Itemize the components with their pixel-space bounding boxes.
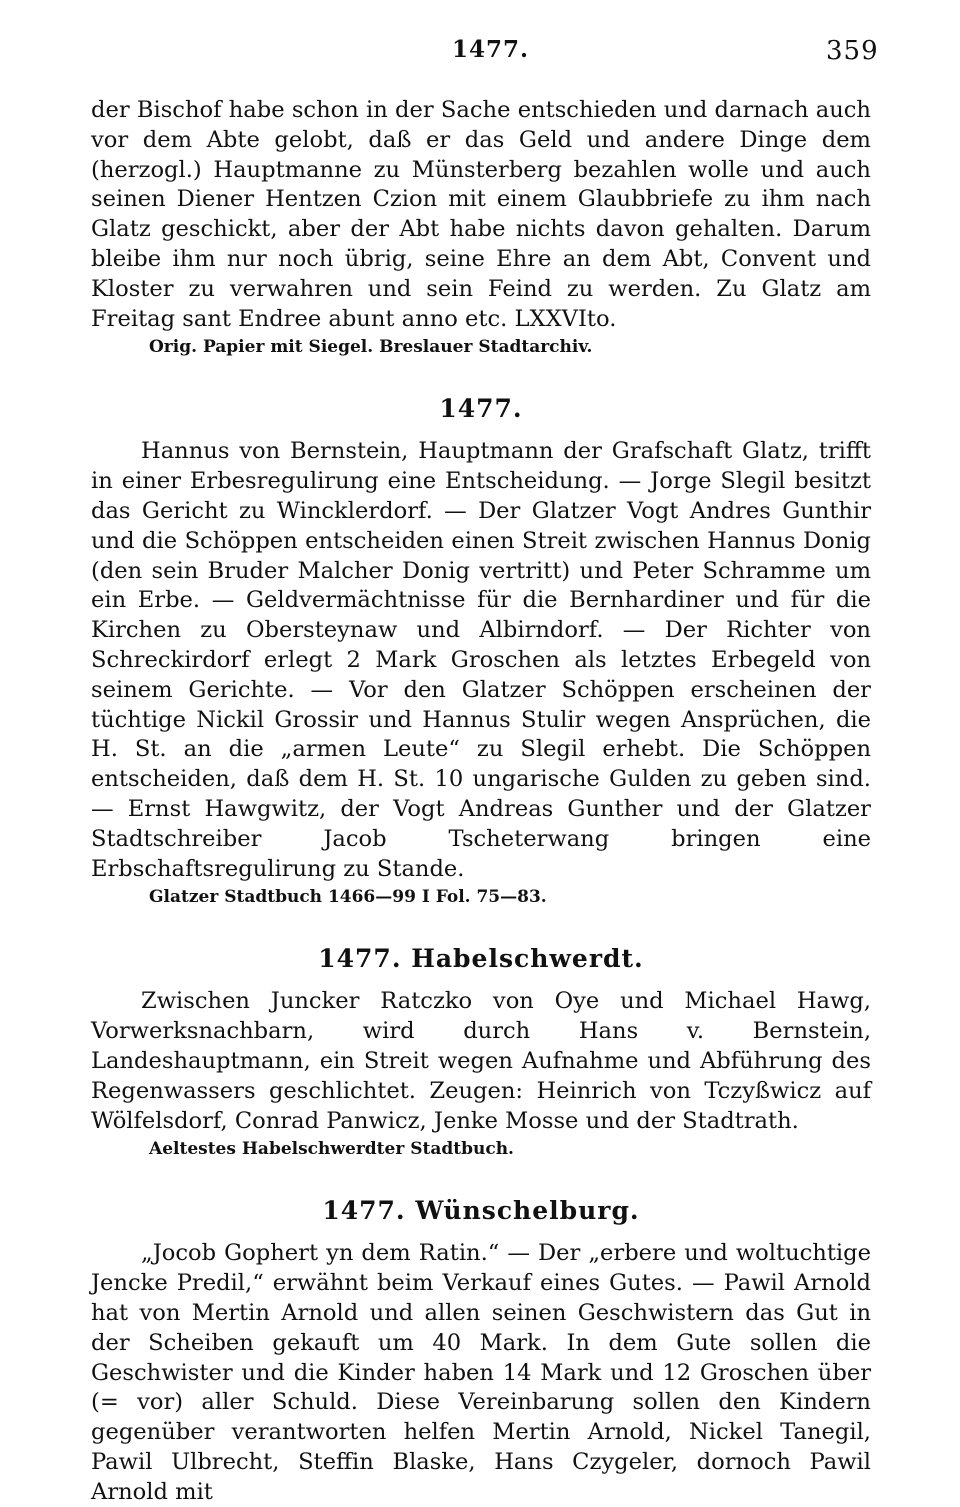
running-head-year: 1477. [452,36,530,63]
page-body [91,96,871,1507]
entry-heading: 1477. [439,394,523,424]
entry-heading: 1477. Wünschelburg. [322,1196,640,1226]
entry-text: Hannus von Bernstein, Hauptmann der Grafschaft Glatz, trifft in einer Erbesregulirung eine Entscheidung. — Jorge Slegil besitzt das Gericht zu Wincklerdorf. — Der Glatzer Vogt Andres Gunthir und die Schöppen entscheiden einen Streit zwischen Hannus Donig (den sein Bruder Malcher Donig vertritt) und Peter Schramme um ein Erbe. — Geldvermächtnisse für die Bernhardiner und für die Kirchen zu Obersteynaw und Albirndorf. — Der Richter von Schreckirdorf erlegt 2 Mark Groschen als letztes Erbegeld von seinem Gerichte. — Vor den Glatzer Schöppen erscheinen der tüchtige Nickil Grossir und Hannus Stulir wegen Ansprüchen, die H. St. an die „armen Leute“ zu Slegil erhebt. Die Schöppen entscheiden, daß dem H. St. 10 ungarische Gulden zu geben sind. — Ernst Hawgwitz, der Vogt Andreas Gunther und der Glatzer Stadtschreiber Jacob Tscheterwang bringen eine Erbschaftsregulirung zu Stande. [91,438,871,882]
entry-source: Orig. Papier mit Siegel. Breslauer Stadtarchiv. [149,337,593,358]
entry-text: „Jocob Gophert yn dem Ratin.“ — Der „erbere und woltuchtige Jencke Predil,“ erwähnt beim Verkauf eines Gutes. — Pawil Arnold hat von Mertin Arnold und allen seinen Geschwistern das Gut in der Scheiben gekauft um 40 Mark. In dem Gute sollen die Geschwister und die Kinder haben 14 Mark und 12 Groschen über (= vor) aller Schuld. Diese Vereinbarung sollen den Kindern gegenüber verantworten helfen Mertin Arnold, Nickel Tanegil, Pawil Ulbrecht, Steffin Blaske, Hans Czygeler, dornoch Pawil Arnold mit [91,1240,871,1505]
entry-source: Aeltestes Habelschwerdter Stadtbuch. [149,1139,514,1160]
page-number: 359 [826,36,879,66]
entry-text: Zwischen Juncker Ratczko von Oye und Michael Hawg, Vorwerksnachbarn, wird durch Hans v. Bernstein, Landeshauptmann, ein Streit wegen Aufnahme und Abführung des Regenwassers geschlichtet. Zeugen: Heinrich von Tczyßwicz auf Wölfelsdorf, Conrad Panwicz, Jenke Mosse und der Stadtrath. [91,988,871,1134]
entry-heading: 1477. Habelschwerdt. [318,944,644,974]
entry-source: Glatzer Stadtbuch 1466—99 I Fol. 75—83. [149,887,547,908]
entry-continuation-text: der Bischof habe schon in der Sache entschieden und darnach auch vor dem Abte gelobt, daß er das Geld und andere Dinge dem (herzogl.) Hauptmanne zu Münsterberg bezahlen wolle und auch seinen Diener Hentzen Czion mit einem Glaubbriefe zu ihm nach Glatz geschickt, aber der Abt habe nichts davon gehalten. Darum bleibe ihm nur noch übrig, seine Ehre an dem Abt, Convent und Kloster zu verwahren und sein Feind zu werden. Zu Glatz am Freitag sant Endree abunt anno etc. LXXVIto. [91,97,871,332]
